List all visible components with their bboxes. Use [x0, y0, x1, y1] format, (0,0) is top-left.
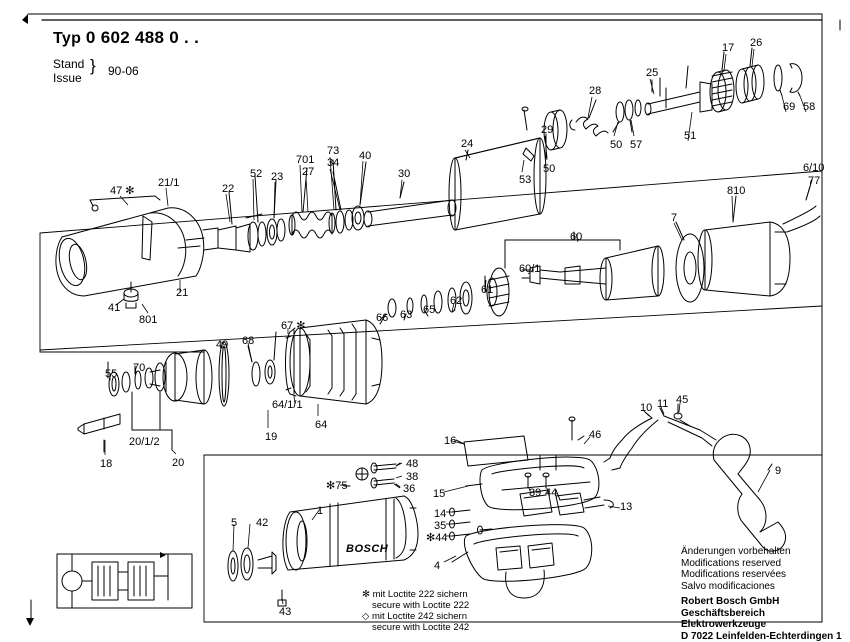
- part-callout-63: 63: [400, 310, 412, 321]
- title-typ-label: Typ: [53, 30, 81, 47]
- part-callout-60-1: 60/1: [519, 264, 540, 275]
- part-callout-810: 810: [727, 186, 745, 197]
- part-callout-48: 48: [406, 459, 418, 470]
- loctite-star-symbol: ✻: [362, 589, 370, 600]
- part-callout-13: 13: [620, 502, 632, 513]
- page-title: [53, 28, 199, 48]
- footer-line-fr: Modifications reservées: [681, 569, 850, 581]
- bosch-logo: BOSCH: [346, 544, 388, 555]
- part-callout-11: 11: [657, 399, 668, 410]
- footer-division: Geschäftsbereich Elektrowerkzeuge: [681, 608, 850, 631]
- part-callout-38: 38: [406, 472, 418, 483]
- part-callout-52: 52: [250, 169, 262, 180]
- stand-issue-label: [53, 57, 84, 85]
- part-callout-21-1: 21/1: [158, 178, 179, 189]
- loctite-242-en: secure with Loctite 242: [362, 622, 469, 633]
- part-callout-70: 70: [133, 363, 145, 374]
- part-callout-5: 5: [231, 518, 237, 529]
- part-callout-53: 53: [519, 175, 531, 186]
- part-callout-9: 9: [775, 466, 781, 477]
- part-callout-60: 60: [570, 232, 582, 243]
- part-callout-50b: 50: [610, 140, 622, 151]
- part-callout-28: 28: [589, 86, 601, 97]
- part-callout-64-1-1: 64/1/1: [272, 400, 303, 411]
- part-callout-65: 65: [423, 305, 435, 316]
- part-callout-4: 4: [434, 561, 440, 572]
- part-callout-42: 42: [256, 518, 268, 529]
- part-callout-35: 35: [434, 521, 446, 532]
- part-callout-24: 24: [461, 139, 473, 150]
- loctite-242-de: mit Loctite 242 sichern: [372, 611, 467, 622]
- footer-company: Robert Bosch GmbH: [681, 596, 850, 608]
- part-callout-20-1-2: 20/1/2: [129, 437, 160, 448]
- part-callout-22: 22: [222, 184, 234, 195]
- part-callout-64: 64: [315, 420, 327, 431]
- part-callout-47: 47 ✻: [110, 186, 135, 197]
- part-callout--75: ✻75: [326, 481, 347, 492]
- part-callout-40: 40: [359, 151, 371, 162]
- part-callout-67--: 67 ✻: [281, 321, 306, 332]
- part-callout-36: 36: [403, 484, 415, 495]
- part-callout-7: 7: [671, 213, 677, 224]
- part-callout-26: 26: [750, 38, 762, 49]
- loctite-222-de: mit Loctite 222 sichern: [373, 589, 468, 600]
- part-callout-61: 61: [481, 285, 493, 296]
- part-callout-14: 14: [434, 509, 446, 520]
- part-callout-30: 30: [398, 169, 410, 180]
- part-callout-15: 15: [433, 489, 445, 500]
- part-callout-44: 44: [545, 488, 557, 499]
- part-callout-73: 73: [327, 146, 339, 157]
- part-callout-43: 43: [279, 607, 291, 618]
- loctite-222-en: secure with Loctite 222: [362, 600, 469, 611]
- part-callout-18: 18: [100, 459, 112, 470]
- footer-block: [681, 546, 850, 642]
- stand-label: Stand: [53, 57, 84, 71]
- part-callout-49: 49: [216, 340, 228, 351]
- part-callout-17: 17: [722, 43, 734, 54]
- part-callout-39: 39: [529, 488, 541, 499]
- part-callout-69: 69: [783, 102, 795, 113]
- part-callout--44: ✻44: [426, 533, 447, 544]
- part-callout-701: 701: [296, 155, 314, 166]
- issue-date: 90-06: [108, 64, 139, 78]
- part-callout-77: 77: [808, 176, 820, 187]
- brace-glyph: }: [90, 57, 96, 74]
- part-callout-6-10: 6/10: [803, 163, 824, 174]
- part-callout-801: 801: [139, 315, 157, 326]
- part-callout-34: 34: [327, 158, 339, 169]
- part-callout-41: 41: [108, 303, 120, 314]
- part-callout-45: 45: [676, 395, 688, 406]
- part-callout-66: 66: [376, 313, 388, 324]
- loctite-notes: [362, 589, 469, 633]
- part-callout-19: 19: [265, 432, 277, 443]
- part-callout-62: 62: [450, 296, 462, 307]
- part-callout-1: 1: [317, 506, 323, 517]
- part-callout-57: 57: [630, 140, 642, 151]
- loctite-diamond-symbol: ◇: [362, 611, 369, 622]
- part-callout-29: 29: [541, 125, 553, 136]
- part-callout-50a: 50: [543, 164, 555, 175]
- part-callout-21: 21: [176, 288, 188, 299]
- part-callout-58: 58: [803, 102, 815, 113]
- footer-address: D 7022 Leinfelden-Echterdingen 1: [681, 631, 850, 642]
- part-callout-23: 23: [271, 172, 283, 183]
- part-callout-46: 46: [589, 430, 601, 441]
- part-callout-16: 16: [444, 436, 456, 447]
- part-callout-25: 25: [646, 68, 658, 79]
- part-callout-68: 68: [242, 336, 254, 347]
- footer-line-de: Änderungen vorbehalten: [681, 546, 850, 558]
- issue-label: Issue: [53, 71, 84, 85]
- part-callout-51: 51: [684, 131, 696, 142]
- title-typ-number: 0 602 488 0 . .: [86, 28, 199, 47]
- footer-line-en: Modifications reserved: [681, 558, 850, 570]
- part-callout-20: 20: [172, 458, 184, 469]
- part-callout-10: 10: [640, 403, 652, 414]
- part-callout-55: 55: [105, 369, 117, 380]
- part-callout-27: 27: [302, 167, 314, 178]
- footer-line-es: Salvo modificaciones: [681, 581, 850, 593]
